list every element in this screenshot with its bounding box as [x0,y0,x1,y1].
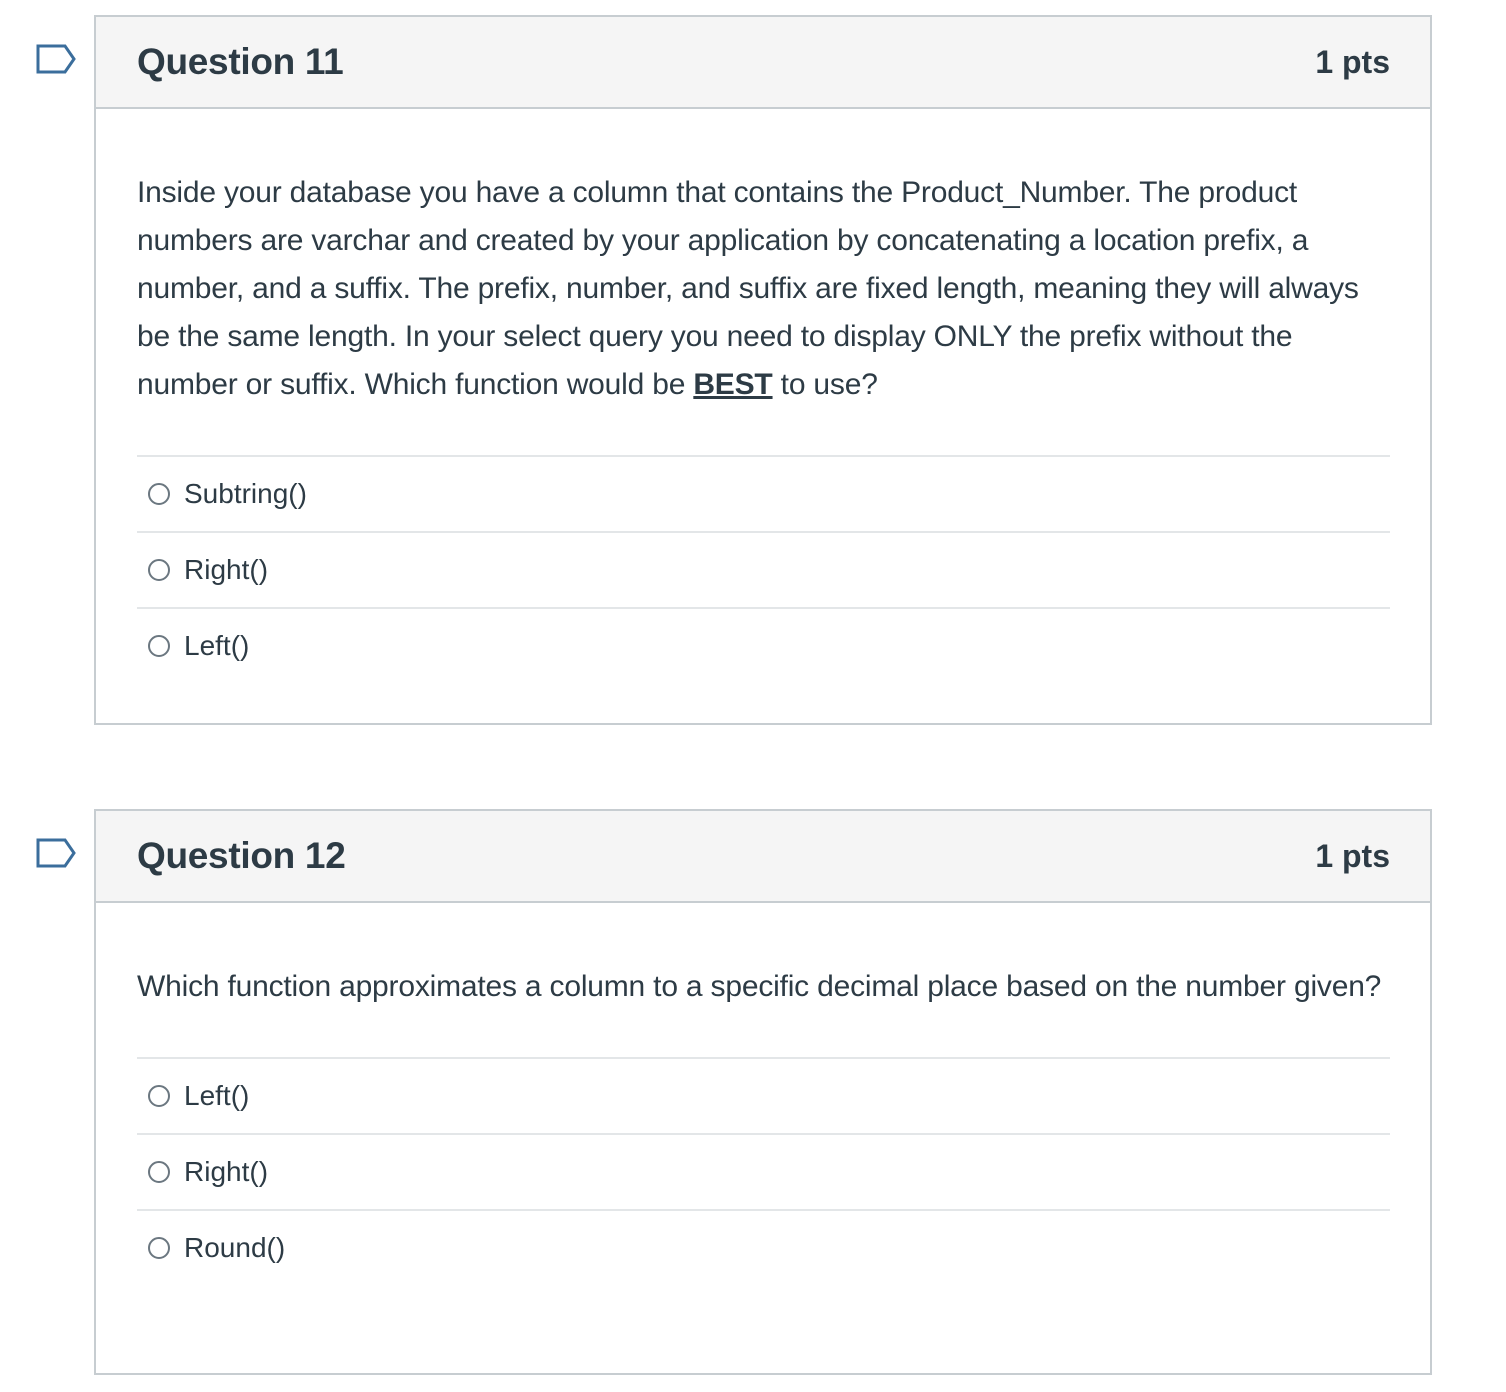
answer-option[interactable] [137,609,1390,683]
flag-question-11-icon[interactable] [36,44,76,74]
question-text-after: to use? [772,368,878,401]
radio-unchecked-icon[interactable] [148,635,170,657]
question-title: Question 12 [137,835,346,876]
answer-option[interactable] [137,533,1390,609]
question-12-body [96,903,1430,1285]
radio-unchecked-icon[interactable] [148,559,170,581]
question-12-card [94,809,1432,1375]
question-text-before: Inside your database you have a column that contains the Product_Number. The product numbers are varchar and created by your application by concatenating a location prefix, a number, and a suffix. The prefix, number, and suffix are fixed length, meaning they will always be the same length. In your select query you need to display ONLY the prefix without the number or suffix. Which function would be [137,176,1359,401]
answer-label[interactable]: Right() [184,1156,269,1187]
answer-label[interactable]: Left() [184,1080,250,1111]
question-12-header [96,811,1430,903]
answer-option[interactable] [137,1211,1390,1285]
question-text-emphasis: BEST [693,368,773,401]
answer-option[interactable] [137,1135,1390,1211]
answer-label[interactable]: Round() [184,1232,286,1263]
flag-question-12-icon[interactable] [36,838,76,868]
question-text: Which function approximates a column to a specific decimal place based on the number given? [137,970,1382,1003]
radio-unchecked-icon[interactable] [148,1085,170,1107]
question-title: Question 11 [137,41,344,82]
answer-label[interactable]: Subtring() [184,478,307,509]
radio-unchecked-icon[interactable] [148,483,170,505]
question-points: 1 pts [1315,43,1390,80]
answer-label[interactable]: Right() [184,554,269,585]
radio-unchecked-icon[interactable] [148,1237,170,1259]
question-11-card [94,15,1432,725]
answer-option[interactable] [137,457,1390,533]
question-11-header [96,17,1430,109]
answer-list [137,1057,1390,1285]
question-11-body [96,109,1430,683]
answer-label[interactable]: Left() [184,630,250,661]
answer-list [137,455,1390,683]
radio-unchecked-icon[interactable] [148,1161,170,1183]
answer-option[interactable] [137,1059,1390,1135]
question-text [137,109,1390,455]
question-points: 1 pts [1315,837,1390,874]
